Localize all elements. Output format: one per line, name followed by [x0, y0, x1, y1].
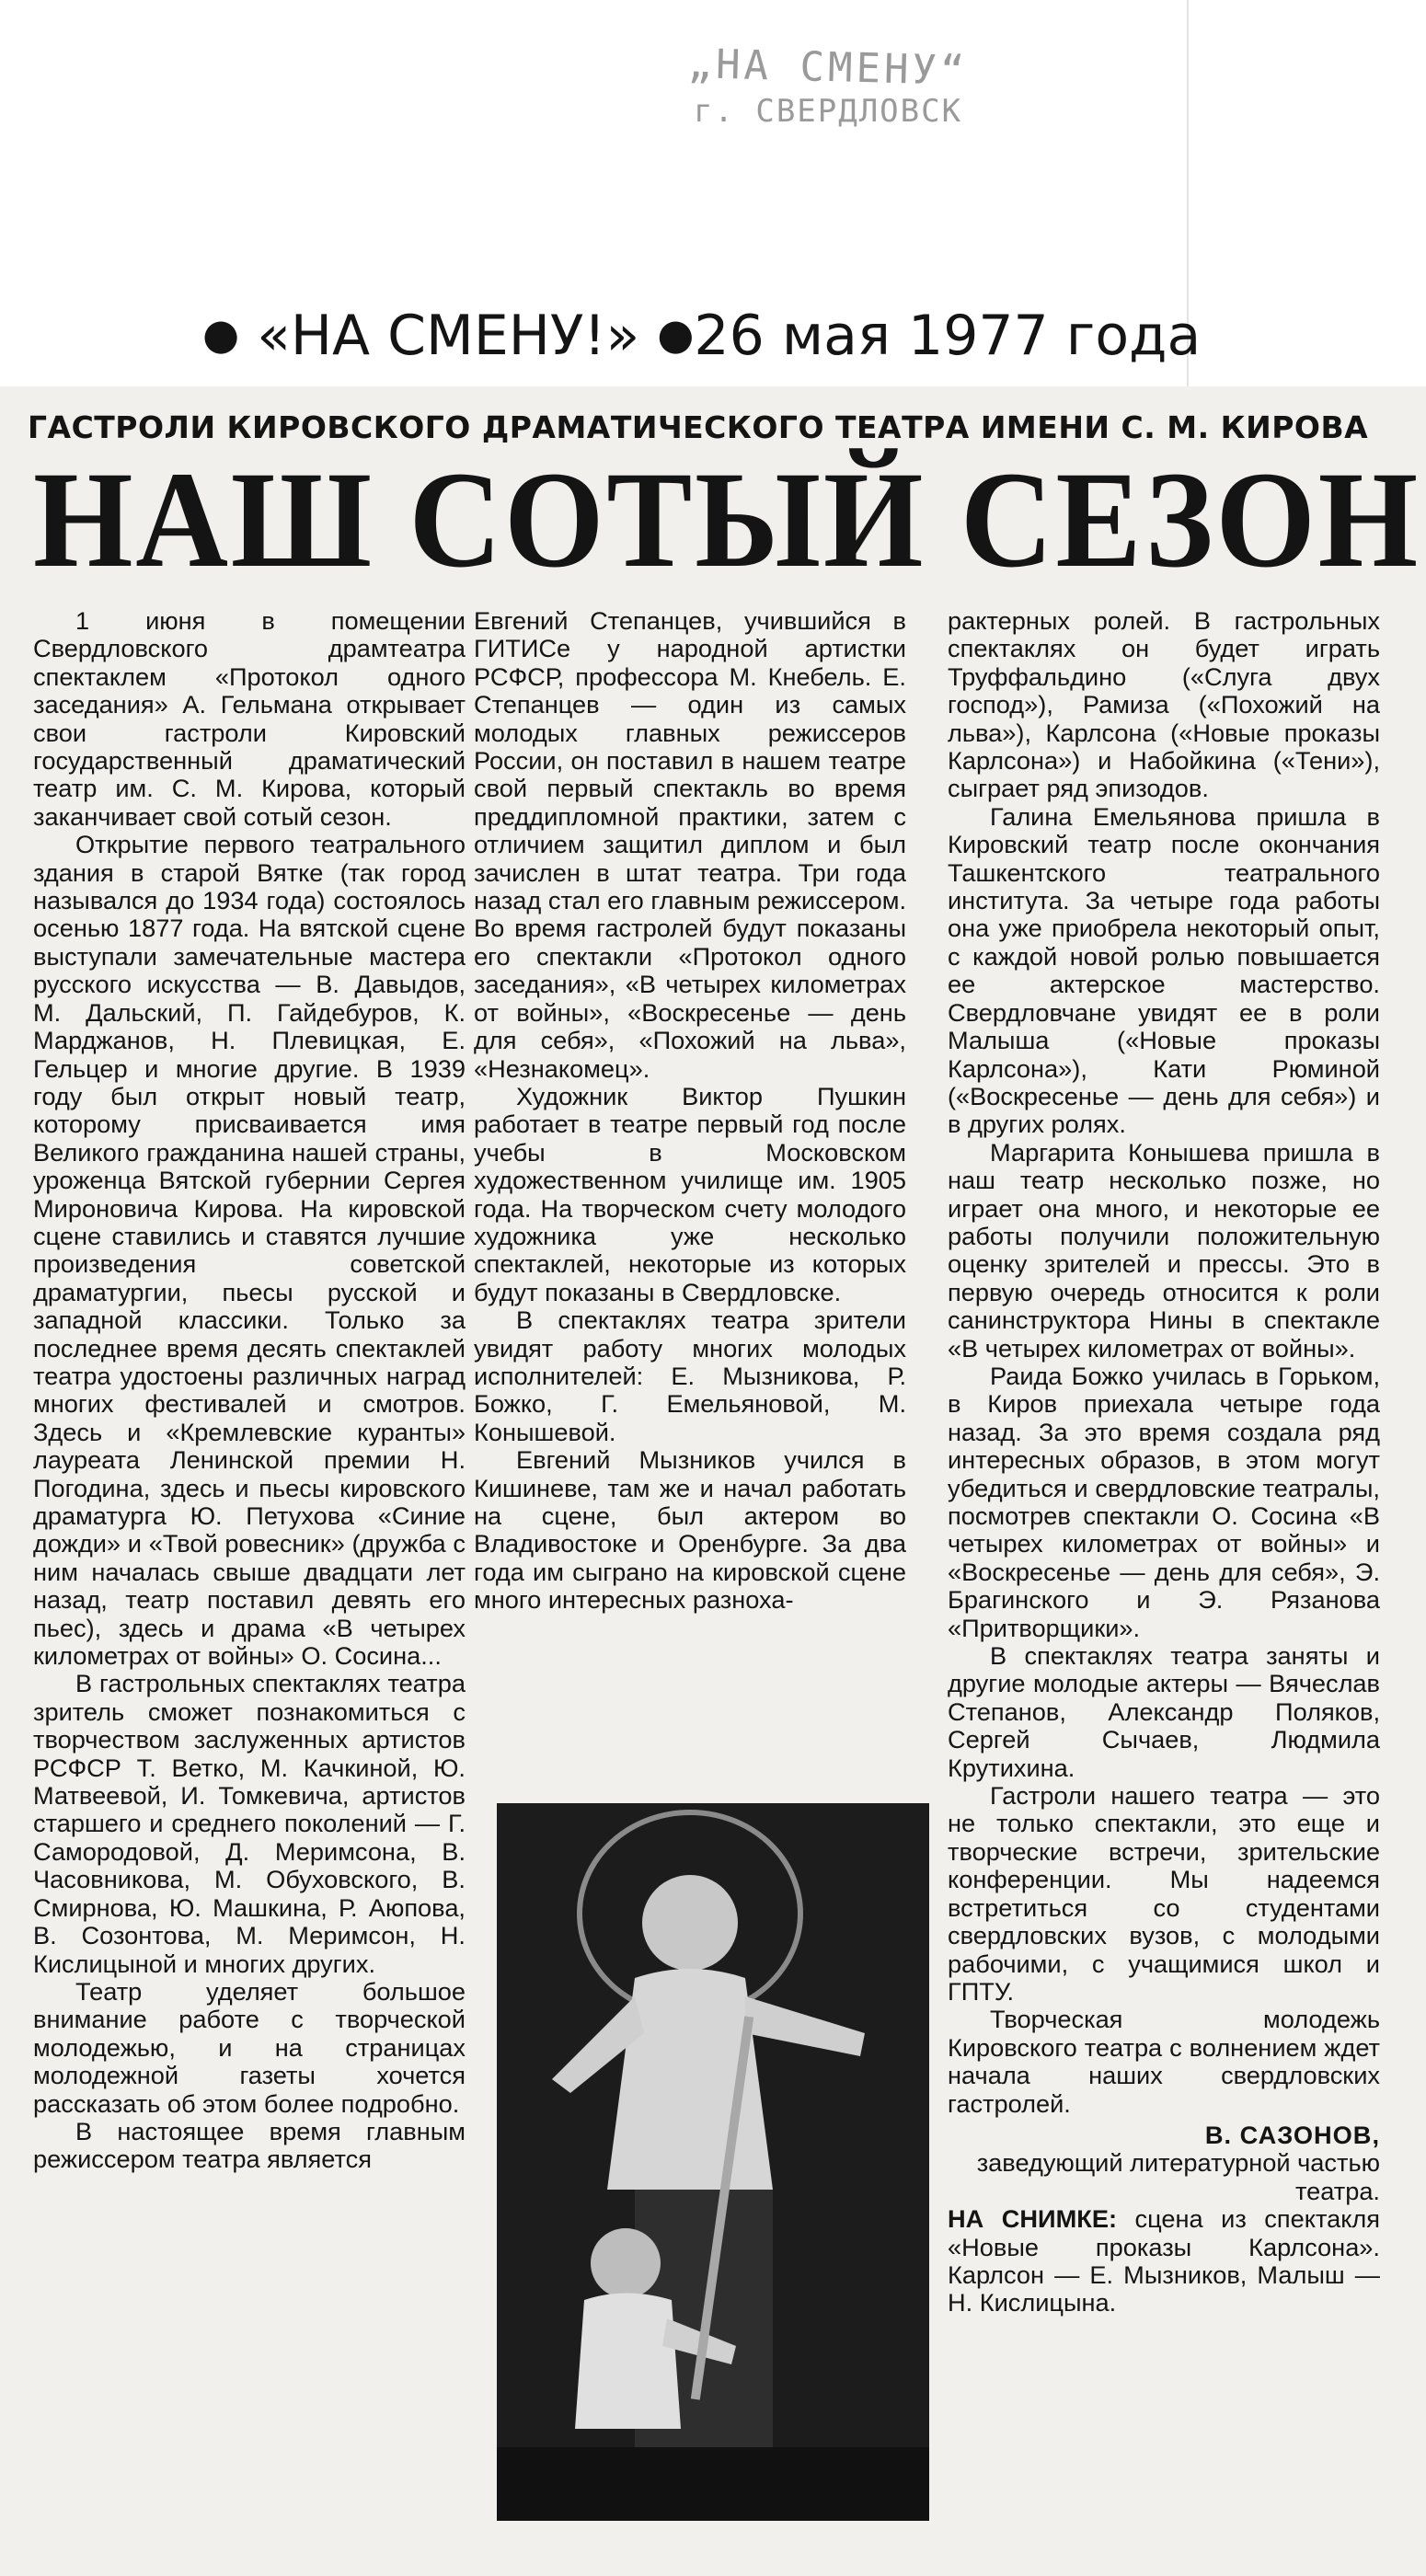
paragraph: Евгений Мызников учился в Кишиневе, там же и начал работать на сцене, был актером во Владивостоке и Оренбурге. За два года им сыграно на кировской сцене много интересных разноха-: [474, 1445, 906, 1615]
issue-date: 26 мая 1977 года: [694, 304, 1202, 368]
article-column-2: [474, 607, 906, 1748]
article-kicker: ГАСТРОЛИ КИРОВСКОГО ДРАМАТИЧЕСКОГО ТЕАТРА ИМЕНИ С. М. КИРОВА: [28, 409, 1369, 445]
photo-caption-label: НА СНИМКЕ:: [948, 2204, 1118, 2234]
newspaper-name: «НА СМЕНУ!»: [257, 304, 640, 368]
paragraph: Открытие первого театрального здания в старой Вятке (так город назывался до 1934 года) состоялось осенью 1877 года. На вятской сцене выступали замечательные мастера русского искусства — В. Давыдов, М. Дальский, П. Гайдебуров, К. Марджанов, Н. Плевицкая, Е. Гельцер и многие другие. В 1939 году был открыт новый театр, которому присваивается имя Великого гражданина нашей страны, уроженца Вятской губернии Сергея Мироновича Кирова. На кировской сцене ставились и ставятся лучшие произведения советской драматургии, пьесы русской и западной классики. Только за последнее время десять спектаклей театра удостоены различных наград многих фестивалей и смотров. Здесь и «Кремлевские куранты» лауреата Ленинской премии Н. Погодина, здесь и пьесы кировского драматурга Ю. Петухова «Синие дожди» и «Твой ровесник» (дружба с ним началась свыше двадцати лет назад, театр поставил девять его пьес), здесь и драма «В четырех километрах от войны» О. Сосина...: [33, 830, 466, 1671]
author-name: В. САЗОНОВ,: [1204, 2120, 1380, 2149]
paragraph: Гастроли нашего театра — это не только спектакли, это еще и творческие встречи, зрительские конференции. Мы надеемся встретиться со студентами свердловских вузов, с молодыми рабочими, с учащимися школ и ГПТУ.: [948, 1781, 1380, 2006]
author-signature: [948, 2122, 1380, 2205]
photo-caption-text: сцена из спектакля «Новые проказы Карлсона». Карлсон — Е. Мызников, Малыш — Н. Кислицына.: [948, 2204, 1380, 2317]
paragraph: 1 июня в помещении Свердловского драмтеатра спектаклем «Протокол одного заседания» А. Гельмана открывает свои гастроли Кировский государственный драматический театр им. С. М. Кирова, который заканчивает свой сотый сезон.: [33, 606, 466, 831]
paragraph: В настоящее время главным режиссером театра является: [33, 2116, 466, 2174]
paragraph: В спектаклях театра зрители увидят работу многих молодых исполнителей: Е. Мызникова, Р. Божко, Г. Емельяновой, М. Конышевой.: [474, 1305, 906, 1446]
paragraph: Евгений Степанцев, учившийся в ГИТИСе у народной артистки РСФСР, профессора М. Кнебель. Е. Степанцев — один из самых молодых главных режиссеров России, он поставил в нашем театре свой первый спектакль во время преддипломной практики, затем с отличием защитил диплом и был зачислен в штат театра. Три года назад стал его главным режиссером. Во время гастролей будут показаны его спектакли «Протокол одного заседания», «В четырех километрах от войны», «Воскресенье — день для себя», «Похожий на льва», «Незнакомец».: [474, 606, 906, 1083]
photo-caption: [948, 2205, 1380, 2317]
stage-photo-illustration: [497, 1803, 929, 2521]
archive-stamp: [644, 40, 1012, 130]
paragraph: Маргарита Конышева пришла в наш театр несколько позже, но играет она много, и некоторые ее работы получили положительную оценку зрителей и прессы. Это в первую очередь относится к роли санинструктора Нины в спектакле «В четырех километрах от войны».: [948, 1137, 1380, 1363]
paragraph: В гастрольных спектаклях театра зритель сможет познакомиться с творчеством заслуженных артистов РСФСР Т. Ветко, М. Качкиной, Ю. Матвеевой, И. Томкевича, артистов старшего и среднего поколений — Г. Самородовой, Д. Меримсона, В. Часовникова, М. Обуховского, В. Смирнова, Ю. Машкина, Р. Аюпова, В. Созонтова, М. Меримсон, Н. Кислицыной и многих других.: [33, 1669, 466, 1978]
article-headline: НАШ СОТЫЙ СЕЗОН: [33, 443, 1420, 596]
stamp-line-1: „НА СМЕНУ“: [686, 40, 970, 95]
paragraph: Художник Виктор Пушкин работает в театре первый год после учебы в Московском художественном училище им. 1905 года. На творческом счету молодого художника уже несколько спектаклей, некоторые из которых будут показаны в Свердловске.: [474, 1081, 906, 1306]
article-column-3: [948, 607, 1380, 2558]
paragraph: Театр уделяет большое внимание работе с творческой молодежью, и на страницах молодежной газеты хочется рассказать об этом более подробно.: [33, 1976, 466, 2118]
bullet-icon: ●: [657, 309, 695, 359]
paragraph: рактерных ролей. В гастрольных спектаклях он будет играть Труффальдино («Слуга двух господ»), Рамиза («Похожий на льва»), Карлсона («Новые проказы Карлсона») и Набойкина («Тени»), сыграет ряд эпизодов.: [948, 606, 1380, 803]
article-column-1: [33, 607, 466, 2548]
stamp-line-2: г. СВЕРДЛОВСК: [693, 93, 963, 130]
paragraph: Раида Божко училась в Горьком, в Киров приехала четыре года назад. За это время создала ряд интересных образов, в этом могут убедиться и свердловские театралы, посмотрев спектакли О. Сосина «В четырех километрах от войны» и «Воскресенье — день для себя», Э. Брагинского и Э. Рязанова «Притворщики».: [948, 1361, 1380, 1642]
paragraph: Творческая молодежь Кировского театра с волнением ждет начала наших свердловских гастролей.: [948, 2005, 1380, 2118]
dateline: [202, 304, 1214, 368]
stage-photo: [497, 1803, 929, 2521]
bullet-icon: ●: [202, 309, 240, 359]
paragraph: Галина Емельянова пришла в Кировский театр после окончания Ташкентского театрального института. За четыре года работы она уже приобрела некоторый опыт, с каждой новой ролью повышается ее актерское мастерство. Свердловчане увидят ее в роли Малыша («Новые проказы Карлсона»), Кати Рюминой («Воскресенье — день для себя») и в других ролях.: [948, 801, 1380, 1139]
paragraph: В спектаклях театра заняты и другие молодые актеры — Вячеслав Степанов, Александр Поляков, Сергей Сычаев, Людмила Крутихина.: [948, 1641, 1380, 1782]
author-title: заведующий литературной частью театра.: [976, 2148, 1380, 2205]
